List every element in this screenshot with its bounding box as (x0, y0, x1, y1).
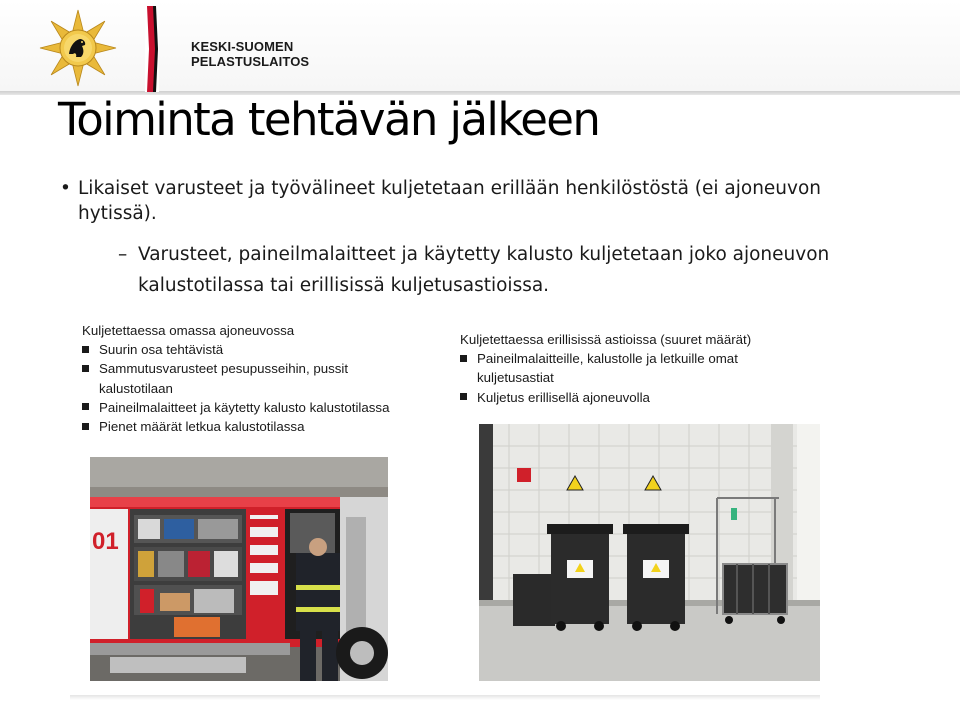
bullet-level2 (118, 239, 898, 301)
bullet-dash-icon: – (118, 244, 128, 265)
waste-containers-photo (479, 424, 820, 681)
header-band (0, 0, 960, 92)
list-item-text: Sammutusvarusteet pesupusseihin, pussit kalustotilaan (99, 361, 349, 396)
list-item-text: Paineilmalaitteet ja käytetty kalusto kalustotilassa (99, 399, 390, 415)
list-item (460, 349, 800, 387)
organization-name-line1: KESKI-SUOMEN (191, 39, 294, 54)
rescue-department-emblem-icon (38, 8, 118, 88)
list-item-text: Pienet määrät letkua kalustotilassa (99, 419, 305, 435)
square-bullet-icon (82, 403, 89, 410)
bullet-level1 (60, 176, 920, 226)
bullet-level2-line2: kalustotilassa tai erillisissä kuljetusastioissa. (138, 275, 550, 296)
svg-text:01: 01 (92, 528, 119, 555)
right-column-heading: Kuljetettaessa erillisissä astioissa (suuret määrät) (460, 332, 752, 347)
square-bullet-icon (82, 365, 89, 372)
organization-name (191, 39, 309, 69)
fire-truck-equipment-compartment-photo (90, 457, 388, 681)
brand-stripe (145, 6, 159, 92)
left-column (82, 321, 402, 436)
square-bullet-icon (460, 393, 467, 400)
list-item (460, 388, 800, 407)
list-item-text: Kuljetus erillisellä ajoneuvolla (477, 389, 650, 405)
left-column-heading: Kuljetettaessa omassa ajoneuvossa (82, 323, 295, 338)
bullet-level1-line2: hytissä). (78, 203, 157, 224)
slide-title: Toiminta tehtävän jälkeen (58, 93, 600, 146)
list-item (82, 417, 402, 436)
right-column-list (460, 349, 800, 407)
list-item (82, 359, 402, 397)
footer-shadow (70, 695, 820, 700)
square-bullet-icon (82, 423, 89, 430)
square-bullet-icon (82, 346, 89, 353)
organization-name-line2: PELASTUSLAITOS (191, 54, 310, 69)
bullet-dot-icon: • (60, 178, 71, 199)
list-item-text: Suurin osa tehtävistä (99, 342, 224, 358)
list-item (82, 340, 402, 359)
right-column (460, 330, 800, 407)
left-column-list (82, 340, 402, 436)
bullet-level2-line1: Varusteet, paineilmalaitteet ja käytetty kalusto kuljetetaan joko ajoneuvon (138, 244, 830, 265)
bullet-level1-line1: Likaiset varusteet ja työvälineet kuljetetaan erillään henkilöstöstä (ei ajoneuvon (78, 178, 822, 199)
list-item (82, 398, 402, 417)
square-bullet-icon (460, 355, 467, 362)
list-item-text: Paineilmalaitteille, kalustolle ja letkuille omat kuljetusastiat (477, 351, 738, 386)
